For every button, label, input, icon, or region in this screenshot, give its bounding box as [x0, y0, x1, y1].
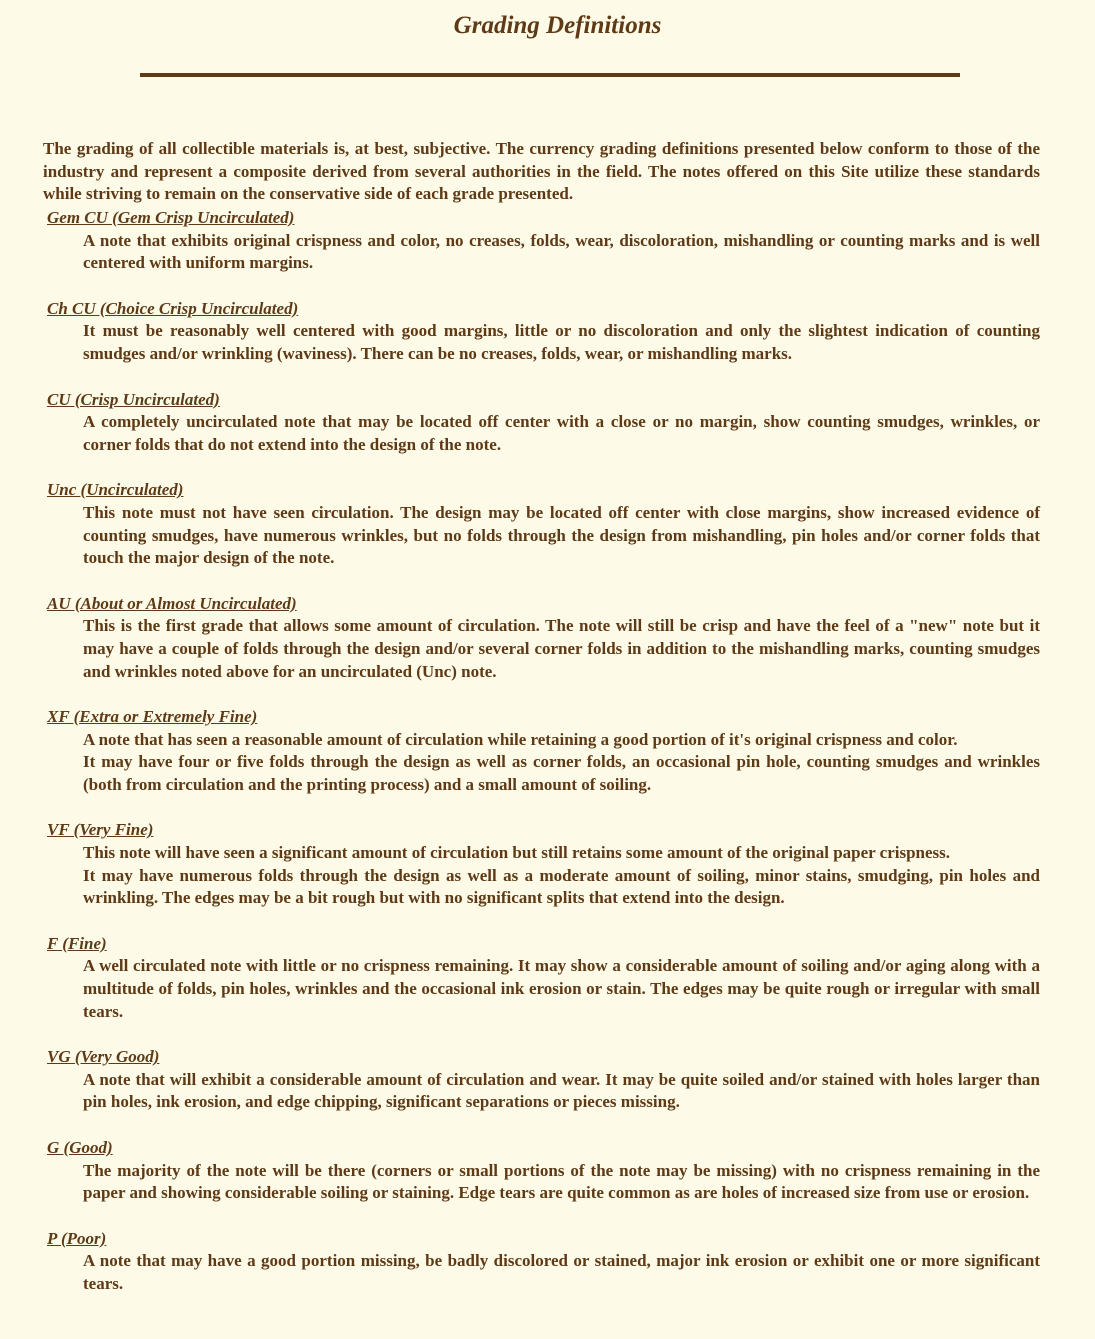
grade-description-cu: A completely uncirculated note that may be located off center with a close or no margin, show counting smudges, wrinkles, or corner folds that do not extend into the design of the note.: [83, 412, 1040, 454]
grade-description-gem-cu: A note that exhibits original crispness and color, no creases, folds, wear, discoloration, mishandling or counting marks and is well centered with uniform margins.: [83, 230, 1040, 273]
grade-description-f: A well circulated note with little or no crispness remaining. It may show a considerable amount of soiling and/or aging along with a multitude of folds, pin holes, wrinkles and the occasional ink erosion or stain. The edges may be quite rough or irregular with small tears.: [83, 956, 1040, 1021]
grade-description-vg: A note that will exhibit a considerable amount of circulation and wear. It may be quite soiled and/or stained with holes larger than pin holes, ink erosion, and edge chipping, significant separations or pieces missing.: [83, 1069, 1040, 1112]
grade-item-au: [0, 593, 1095, 683]
grade-item-vf: [0, 819, 1095, 909]
grade-definitions-list: [0, 207, 1095, 1319]
grade-item-xf: [0, 706, 1095, 796]
grade-heading-ch-cu[interactable]: Ch CU (Choice Crisp Uncirculated): [47, 298, 299, 318]
grade-item-vg: [0, 1046, 1095, 1114]
grade-item-gem-cu: [0, 207, 1095, 275]
grade-heading-f[interactable]: F (Fine): [47, 933, 107, 953]
grade-heading-gem-cu[interactable]: Gem CU (Gem Crisp Uncirculated): [47, 208, 295, 227]
grade-description-unc: This note must not have seen circulation. The design may be located off center with close margins, show increased evidence of counting smudges, have numerous wrinkles, but no folds through the design from mishandling, pin holes and/or corner folds that touch the major design of the note.: [83, 502, 1040, 568]
grade-heading-g[interactable]: G (Good): [47, 1138, 113, 1157]
grade-item-ch-cu: [0, 298, 1095, 366]
grade-heading-au[interactable]: AU (About or Almost Uncirculated): [47, 593, 297, 613]
page-title: Grading Definitions: [453, 12, 662, 39]
grade-item-f: [0, 933, 1095, 1023]
grade-heading-cu[interactable]: CU (Crisp Uncirculated): [47, 389, 220, 409]
grade-heading-vf[interactable]: VF (Very Fine): [47, 820, 154, 840]
grade-description-g: The majority of the note will be there (corners or small portions of the note may be missing) with no crispness remaining in the paper and showing considerable soiling or staining. Edge tears are quite common as are holes of increased size from use or erosion.: [83, 1160, 1040, 1203]
title-divider: [140, 73, 960, 77]
grade-description-p: A note that may have a good portion missing, be badly discolored or stained, major ink erosion or exhibit one or more significant tears.: [83, 1251, 1040, 1293]
grade-heading-vg[interactable]: VG (Very Good): [47, 1047, 160, 1067]
grade-heading-p[interactable]: P (Poor): [47, 1228, 107, 1248]
grade-description-vf: This note will have seen a significant amount of circulation but still retains some amount of the original paper crispness. It may have numerous folds through the design as well as a moderate amount of soiling, minor stains, smudging, pin holes and wrinkling. The edges may be a bit rough but with no significant splits that extend into the design.: [83, 843, 1040, 908]
grade-description-xf: A note that has seen a reasonable amount of circulation while retaining a good portion of it's original crispness and color. It may have four or five folds through the design as well as corner folds, an occasional pin hole, counting smudges and wrinkles (both from circulation and the printing process) and a small amount of soiling.: [83, 729, 1040, 794]
grade-heading-xf[interactable]: XF (Extra or Extremely Fine): [47, 707, 258, 727]
grade-item-g: [0, 1137, 1095, 1205]
grade-item-p: [0, 1228, 1095, 1296]
grade-description-au: This is the first grade that allows some amount of circulation. The note will still be crisp and have the feel of a "new" note but it may have a couple of folds through the design and/or several corner folds in addition to the mishandling marks, counting smudges and wrinkles noted above for an uncirculated (Unc) note.: [83, 616, 1040, 681]
grade-heading-unc[interactable]: Unc (Uncirculated): [47, 480, 184, 500]
grade-item-cu: [0, 389, 1095, 457]
intro-paragraph: The grading of all collectible materials is, at best, subjective. The currency grading definitions presented below conform to those of the industry and represent a composite derived from several authorities in the field. The notes offered on this Site utilize these standards while striving to remain on the conservative side of each grade presented.: [43, 139, 1040, 204]
grade-description-ch-cu: It must be reasonably well centered with good margins, little or no discoloration and only the slightest indication of counting smudges and/or wrinkling (waviness). There can be no creases, folds, wear, or mishandling marks.: [83, 321, 1040, 363]
grade-item-unc: [0, 479, 1095, 569]
